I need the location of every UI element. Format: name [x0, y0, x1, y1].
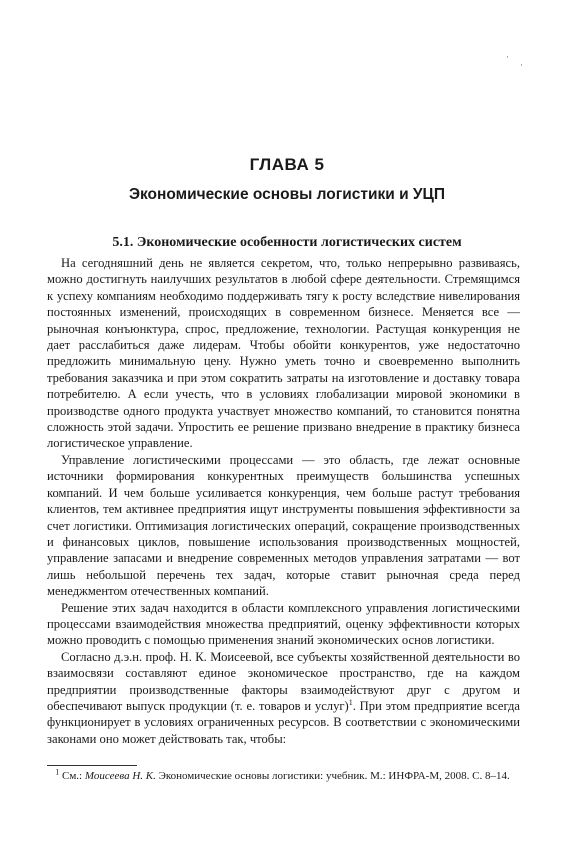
- footnote-divider: [47, 765, 137, 766]
- paragraph: На сегодняшний день не является секретом, что, только непрерывно развиваясь, можно достигнуть наилучших результатов в любой сфере деятельности. Стремящимся к успеху компаниям необходимо поддерживать тягу к росту вследствие нивелирования постоянных изменений, происходящих в современном бизнесе. Меняется все — рыночная конъюнктура, спрос, предложение, технологии. Растущая конкуренция не дает расслабиться даже лидерам. Чтобы обойти конкурентов, уже недостаточно предложить минимальную цену. Нужно уметь точно и своевременно выполнить требования заказчика и при этом сократить затраты на изготовление и доставку товара потребителю. А если учесть, что в условиях глобализации мировой экономики в производстве одного продукта участвует множество компаний, то становится понятна сложность этой задачи. Упростить ее решение призвано внедрение в практику бизнеса логистическое управление.: [47, 256, 520, 451]
- footnote-citation: Экономические основы логистики: учебник. М.: ИНФРА-М, 2008. С. 8–14.: [155, 770, 510, 782]
- scan-speck: ·: [506, 52, 509, 62]
- footnote-prefix: См.:: [59, 770, 85, 782]
- scan-speck: ·: [520, 60, 523, 70]
- paragraph-text: Согласно д.э.н. проф. Н. К. Моисеевой, все субъекты хозяйственной деятельности во взаимосвязи составляют единое экономическое пространство, где на каждом предприятии производственные факторы взаимодействуют друг с другом и обеспечивают выпуск продукции (т. е. товаров и услуг): [47, 649, 520, 713]
- body-text: [47, 255, 520, 747]
- footnote-marker: 1: [55, 767, 60, 777]
- footnote: [47, 769, 520, 784]
- paragraph: Решение этих задач находится в области комплексного управления логистическими процессами взаимодействия множества предприятий, оценку эффективности которых можно проводить с помощью применения знаний экономических основ логистики.: [47, 600, 520, 648]
- footnote-author: Моисеева Н. К.: [84, 770, 156, 782]
- paragraph: [47, 649, 520, 747]
- paragraph-text-tail: . При этом предприятие всегда функционирует в условиях ограниченных ресурсов. В соответствии с экономическими законами оно может действовать так, чтобы:: [47, 698, 520, 746]
- paragraph: Управление логистическими процессами — это область, где лежат основные источники формирования конкурентных преимуществ большинства успешных компаний. И чем больше усиливается конкуренция, чем больше растут требования клиентов, тем активнее предприятия ищут инструменты повышения эффективности за счет логистики. Оптимизация логистических операций, сокращение производственных и финансовых циклов, повышение использования производственных мощностей, управление запасами и внедрение современных методов управления затратами — вот лишь небольшой перечень тех задач, которые ставит рыночная среда перед менеджментом отечественных компаний.: [47, 452, 520, 599]
- chapter-number: ГЛАВА 5: [249, 155, 325, 174]
- chapter-title: Экономические основы логистики и УЦП: [128, 186, 446, 203]
- footnote-reference[interactable]: 1: [348, 697, 353, 707]
- section-title: 5.1. Экономические особенности логистических систем: [112, 235, 462, 250]
